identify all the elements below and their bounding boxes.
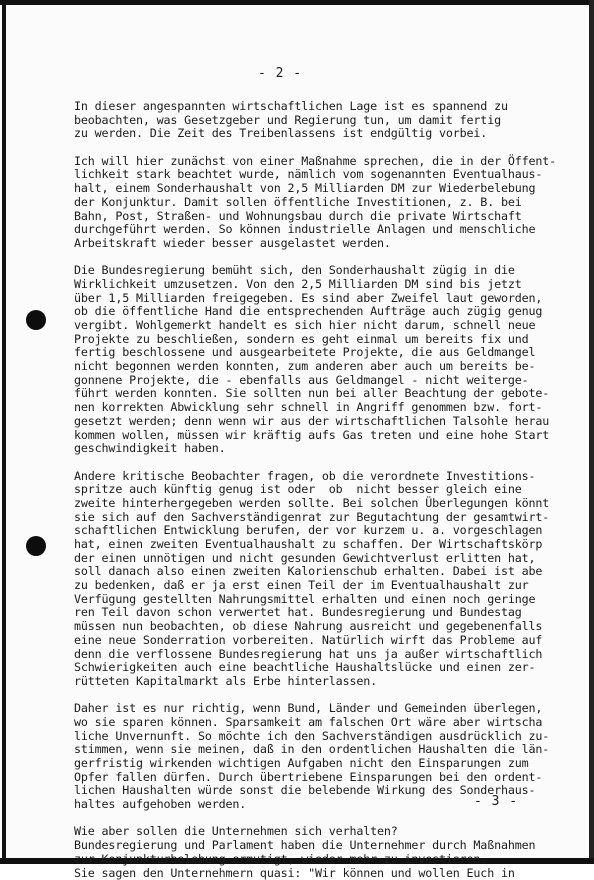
text-line: ob die öffentliche Hand die entsprechenden Aufträge auch zügig genug [74,305,579,319]
text-line: kommen wollen, müssen wir kräftig aufs Gas treten und eine hohe Start [74,429,579,443]
text-line: führt werden konnten. Sie sollten nun bei aller Beachtung der gebote- [74,387,579,401]
text-line: fertig beschlossene und ausgearbeitete Projekte, die aus Geldmangel [74,346,579,360]
text-line: zu werden. Die Zeit des Treibenlassens ist endgültig vorbei. [74,127,579,141]
scan-border-top [0,0,594,5]
text-line: der Konjunktur. Damit sollen öffentliche Investitionen, z. B. bei [74,196,579,210]
scan-border-right [589,0,594,864]
text-line: durchgeführt werden. So können industrielle Anlagen und menschliche [74,223,579,237]
text-line: denn die verflossene Bundesregierung hat uns ja außer wirtschaftlich [74,648,579,662]
text-line: lichkeit stark beachtet wurde, nämlich vom sogenannten Eventualhaus- [74,168,579,182]
text-line: Andere kritische Beobachter fragen, ob die verordnete Investitions- [74,470,579,484]
text-line: zu bedenken, daß er ja erst einen Teil der im Eventualhaushalt zur [74,579,579,593]
paragraph [74,155,579,251]
text-line: gonnene Projekte, die - ebenfalls aus Geldmangel - nicht weiterge- [74,374,579,388]
text-line: Daher ist es nur richtig, wenn Bund, Länder und Gemeinden überlegen, [74,702,579,716]
continuation-marker: - 3 - [474,794,518,809]
text-line: geschwindigkeit haben. [74,442,579,456]
text-line: soll danach also einen zweiten Kalorienschub erhalten. Dabei ist abe [74,565,579,579]
text-line: Bahn, Post, Straßen- und Wohnungsbau durch die private Wirtschaft [74,210,579,224]
text-line: schaftlichen Entwicklung berufen, der vor kurzem u. a. vorgeschlagen [74,524,579,538]
text-line: eine neue Sonderration vorbereiten. Natürlich wirft das Probleme auf [74,634,579,648]
text-line: Schwierigkeiten auch eine beachtliche Haushaltslücke und einen zer- [74,661,579,675]
text-line: lichen Haushalten würde sonst die belebende Wirkung des Sonderhaus- [74,784,579,798]
text-line: Verfügung gestellten Nahrungsmittel erhalten und einen noch geringe [74,593,579,607]
text-line: stimmen, wenn sie meinen, daß in den ordentlichen Haushalten die län- [74,743,579,757]
text-line: Projekte zu beschließen, sondern es geht einmal um bereits fix und [74,333,579,347]
text-line: Ich will hier zunächst von einer Maßnahme sprechen, die in der Öffent- [74,155,579,169]
text-line: Wie aber sollen die Unternehmen sich verhalten? [74,825,579,839]
text-line: müssen nun beobachten, ob diese Nahrung ausreicht und gegebenenfalls [74,620,579,634]
text-line: liche Unvernunft. So möchte ich den Sachverständigen ausdrücklich zu- [74,730,579,744]
text-line: rütteten Kapitalmarkt als Erbe hinterlassen. [74,675,579,689]
text-line: der einen unnötigen und nicht gesunden Gewichtverlust erlitten hat, [74,552,579,566]
punch-hole-upper [26,310,46,330]
text-line: Arbeitskraft wieder besser ausgelastet werden. [74,237,579,251]
scan-border-left [2,0,6,864]
text-line: spritze auch künftig genug ist oder ob nicht besser gleich eine [74,483,579,497]
text-line: über 1,5 Milliarden freigegeben. Es sind aber Zweifel laut geworden, [74,292,579,306]
text-line: nicht begonnen werden konnten, zum anderen aber auch um bereits be- [74,360,579,374]
text-line: Opfer fallen dürfen. Durch übertriebene Einsparungen bei den ordent- [74,771,579,785]
text-line: gesetzt werden; denn wenn wir aus der wirtschaftlichen Talsohle herau [74,415,579,429]
text-line: In dieser angespannten wirtschaftlichen Lage ist es spannend zu [74,100,579,114]
paragraph [74,100,579,141]
body-text [74,100,579,880]
text-line: halt, einem Sonderhaushalt von 2,5 Milliarden DM zur Wiederbelebung [74,182,579,196]
text-line: nen korrekten Abwicklung sehr schnell in Angriff genommen bzw. fort- [74,401,579,415]
punch-hole-lower [26,536,46,556]
text-line: hat, einen zweiten Eventualhaushalt zu schaffen. Der Wirtschaftskörp [74,538,579,552]
text-line: Wirklichkeit umzusetzen. Von den 2,5 Milliarden DM sind bis jetzt [74,278,579,292]
text-line: haltes aufgehoben werden. [74,798,579,812]
text-line: Bundesregierung und Parlament haben die Unternehmer durch Maßnahmen [74,839,579,853]
text-line: Die Bundesregierung bemüht sich, den Sonderhaushalt zügig in die [74,264,579,278]
text-line: zur Konjunkturbelebung ermutigt, wieder mehr zu investieren. [74,853,579,867]
text-line: gerfristig wirkenden wichtigen Aufgaben nicht den Einsparungen zum [74,757,579,771]
page-number: - 2 - [258,66,302,81]
text-line: sie sich auf den Sachverständigenrat zur Begutachtung der gesamtwirt- [74,511,579,525]
paragraph [74,470,579,689]
paragraph [74,825,579,880]
text-line: ren Teil davon schon verwertet hat. Bundesregierung und Bundestag [74,606,579,620]
text-line: vergibt. Wohlgemerkt handelt es sich hier nicht darum, schnell neue [74,319,579,333]
text-line: Sie sagen den Unternehmern quasi: "Wir können und wollen Euch in [74,867,579,880]
paragraph [74,264,579,456]
text-line: wo sie sparen können. Sparsamkeit am falschen Ort wäre aber wirtscha [74,716,579,730]
text-line: zweite hinterhergegeben werden sollte. Bei solchen Überlegungen könnt [74,497,579,511]
text-line: beobachten, was Gesetzgeber und Regierung tun, um damit fertig [74,114,579,128]
